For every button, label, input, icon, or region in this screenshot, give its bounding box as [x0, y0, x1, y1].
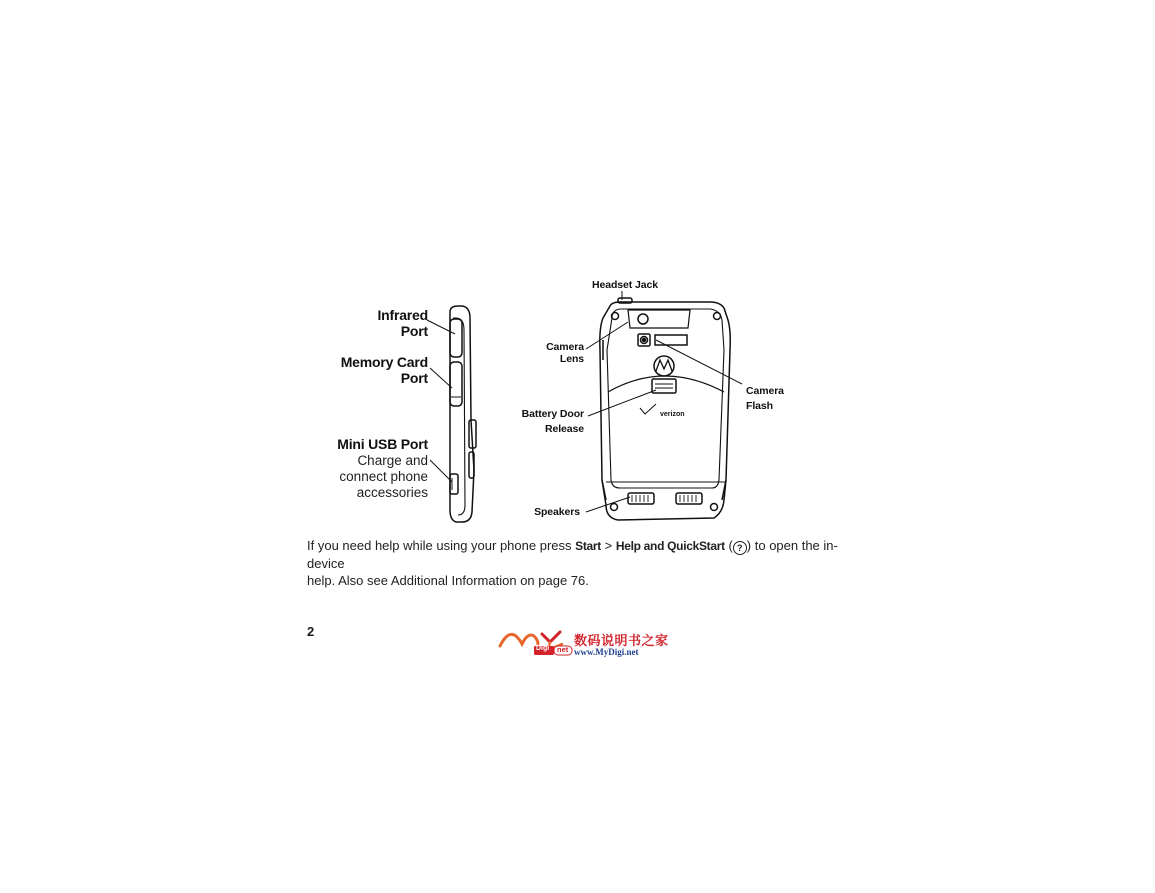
mydigi-chinese-title: 数码说明书之家	[574, 634, 669, 649]
help-paragraph-line1: If you need help while using your phone press Start > Help and QuickStart ( ? ) to open the in-device	[307, 538, 838, 571]
side-leader-lines	[427, 320, 455, 482]
help-paragraph-line2: help. Also see Additional Information on page 76.	[307, 573, 589, 588]
net-badge: net	[557, 645, 569, 654]
infrared-port-label: Infrared Port	[377, 307, 428, 339]
phone-side-view	[450, 306, 476, 522]
battery-door-release-label-line2: Release	[545, 423, 584, 435]
help-text-prefix: If you need help while using your phone press	[307, 538, 572, 553]
help-quickstart-command: Help and QuickStart	[615, 539, 725, 553]
phone-back-view	[600, 298, 730, 520]
camera-lens-label: Camera Lens	[546, 341, 584, 365]
headset-jack-label: Headset Jack	[592, 279, 658, 291]
start-command: Start	[575, 539, 601, 553]
camera-flash-label-line1: Camera	[746, 385, 784, 397]
mini-usb-desc-line2: connect phone	[339, 469, 428, 484]
mydigi-url: www.MyDigi.net	[574, 647, 639, 657]
page-number: 2	[307, 624, 315, 639]
mini-usb-port-label: Mini USB Port	[337, 436, 428, 452]
help-icon: ?	[733, 541, 747, 555]
help-paragraph	[307, 537, 847, 589]
speakers-label: Speakers	[534, 506, 580, 518]
digi-badge: Digi	[536, 645, 550, 652]
battery-door-release-label-line1: Battery Door	[521, 408, 584, 420]
mini-usb-desc-line1: Charge and	[357, 453, 428, 468]
camera-flash-label-line2: Flash	[746, 400, 773, 412]
help-text-suffix: to open the in-device	[307, 538, 838, 571]
menu-separator: >	[604, 538, 613, 553]
mydigi-watermark	[498, 626, 678, 660]
mini-usb-desc-line3: accessories	[356, 485, 428, 500]
memory-card-port-label-line2: Port	[400, 370, 428, 386]
verizon-logo: verizon	[660, 411, 685, 418]
memory-card-port-label-line1: Memory Card	[340, 354, 428, 370]
